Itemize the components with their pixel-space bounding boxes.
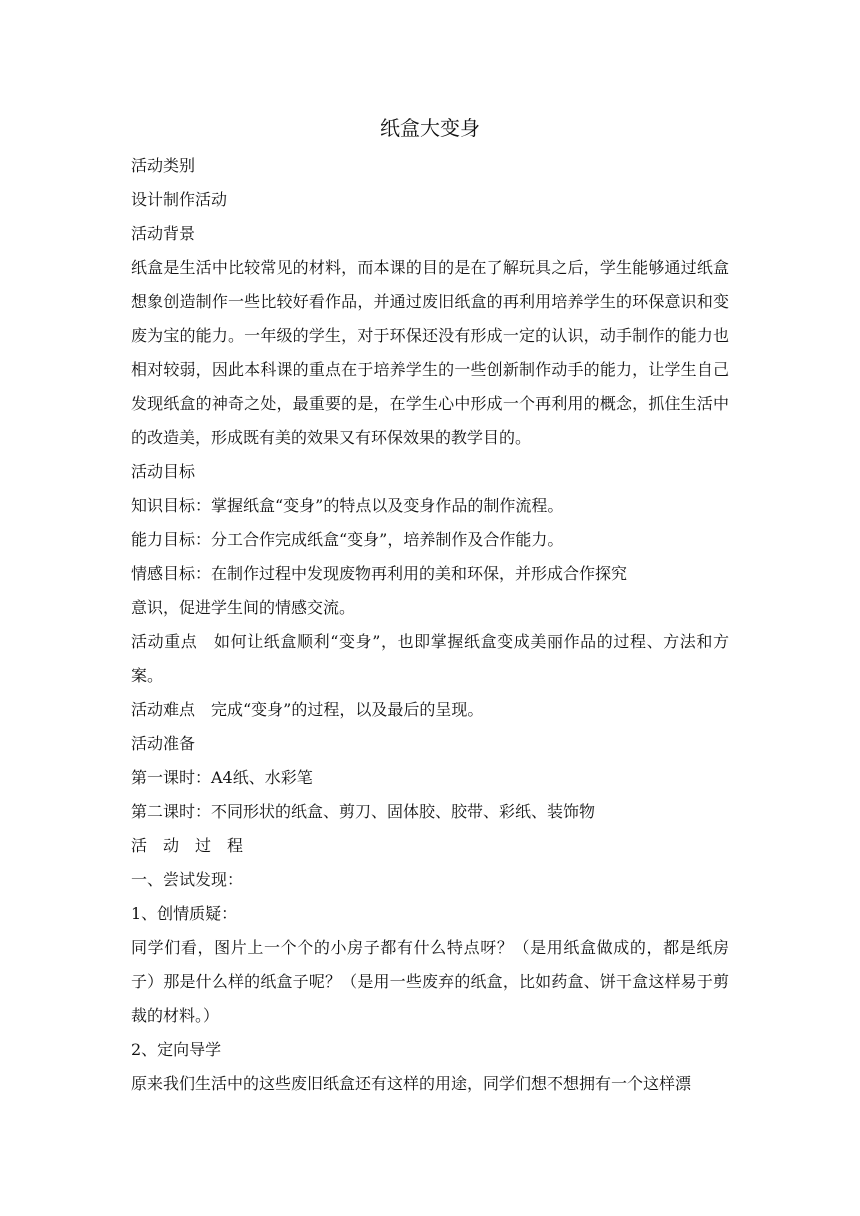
activity-background-paragraph: 纸盒是生活中比较常见的材料，而本课的目的是在了解玩具之后，学生能够通过纸盒想象创造制作一些比较好看作品，并通过废旧纸盒的再利用培养学生的环保意识和变废为宝的能力。一年级的学生，对于环保还没有形成一定的认识，动手制作的能力也相对较弱，因此本科课的重点在于培养学生的一些创新制作动手的能力，让学生自己发现纸盒的神奇之处，最重要的是，在学生心中形成一个再利用的概念，抓住生活中的改造美，形成既有美的效果又有环保效果的教学目的。 — [131, 258, 729, 447]
first-lesson-materials: 第一课时：A4纸、水彩笔 — [131, 768, 313, 787]
activity-key-point: 活动重点 如何让纸盒顺利“变身”，也即掌握纸盒变成美丽作品的过程、方法和方案。 — [131, 632, 729, 685]
activity-category-value: 设计制作活动 — [131, 190, 228, 209]
ability-goal: 能力目标：分工合作完成纸盒“变身”，培养制作及合作能力。 — [131, 530, 564, 549]
heading-activity-preparation: 活动准备 — [131, 734, 196, 753]
heading-activity-category: 活动类别 — [131, 156, 196, 175]
section-try-discover: 一、尝试发现： — [131, 870, 244, 889]
heading-activity-goals: 活动目标 — [131, 462, 196, 481]
step-create-question-paragraph: 同学们看，图片上一个个的小房子都有什么特点呀？（是用纸盒做成的，都是纸房子）那是什么样的纸盒子呢？（是用一些废弃的纸盒，比如药盒、饼干盒这样易于剪裁的材料。） — [131, 938, 729, 1025]
step-guided-learning: 2、定向导学 — [131, 1040, 222, 1059]
emotion-goal-line1: 情感目标：在制作过程中发现废物再利用的美和环保，并形成合作探究 — [131, 564, 628, 583]
heading-activity-background: 活动背景 — [131, 224, 196, 243]
knowledge-goal: 知识目标：掌握纸盒“变身”的特点以及变身作品的制作流程。 — [131, 496, 564, 515]
heading-activity-process: 活 动 过 程 — [131, 836, 244, 855]
second-lesson-materials: 第二课时：不同形状的纸盒、剪刀、固体胶、胶带、彩纸、装饰物 — [131, 802, 596, 821]
document-body — [131, 113, 729, 1101]
guided-learning-paragraph: 原来我们生活中的这些废旧纸盒还有这样的用途，同学们想不想拥有一个这样漂 — [131, 1074, 692, 1093]
emotion-goal-line2: 意识，促进学生间的情感交流。 — [131, 598, 356, 617]
step-create-question: 1、创情质疑： — [131, 904, 238, 923]
document-title: 纸盒大变身 — [380, 116, 480, 140]
activity-difficulty: 活动难点 完成“变身”的过程，以及最后的呈现。 — [131, 700, 484, 719]
